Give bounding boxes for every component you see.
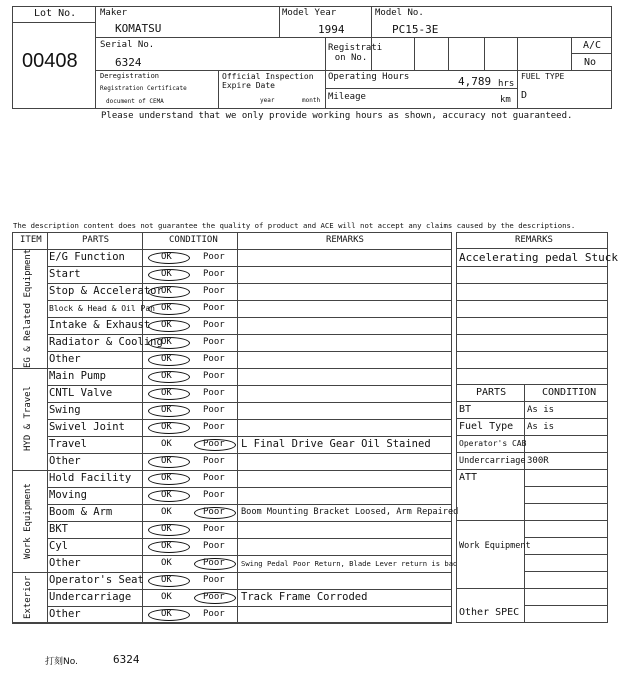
mileage-label: Mileage — [328, 92, 366, 102]
part-name: Swivel Joint — [49, 421, 125, 433]
spec-work-equipment-label: Work Equipment — [459, 541, 531, 551]
part-name: Block & Head & Oil Pan — [49, 304, 155, 313]
spec-bt-value: As is — [527, 405, 555, 415]
poor-selected-mark — [194, 558, 236, 570]
ac-label: A/C — [583, 40, 602, 51]
operating-hours-value: 4,789 — [458, 75, 492, 88]
spec-fuel-value: As is — [527, 422, 555, 432]
condition-poor[interactable]: Poor — [203, 320, 225, 330]
group-label: HYD & Travel — [23, 386, 33, 452]
condition-poor[interactable]: Poor — [203, 371, 225, 381]
model-year-value: 1994 — [318, 23, 345, 36]
maker-value: KOMATSU — [115, 22, 162, 35]
right-remarks-header: REMARKS — [515, 235, 553, 245]
disclaimer-text: The description content does not guarantee the quality of product and ACE will not accept any claims caused by the descriptions. — [13, 221, 576, 230]
condition-ok[interactable]: OK — [161, 371, 172, 381]
part-name: Other — [49, 608, 81, 620]
condition-ok[interactable]: OK — [161, 405, 172, 415]
condition-poor[interactable]: Poor — [203, 422, 225, 432]
model-no-value: PC15-3E — [392, 23, 439, 36]
lot-number: 00408 — [22, 50, 78, 72]
col-header-parts: PARTS — [82, 235, 110, 245]
condition-poor[interactable]: Poor — [203, 558, 225, 568]
condition-ok[interactable]: OK — [161, 541, 172, 551]
condition-poor[interactable]: Poor — [203, 490, 225, 500]
ok-selected-mark — [148, 303, 190, 315]
ok-selected-mark — [148, 541, 190, 553]
ok-selected-mark — [148, 473, 190, 485]
lot-label: Lot No. — [34, 8, 77, 19]
remark-text: Track Frame Corroded — [241, 591, 368, 603]
part-name: Intake & Exhaust — [49, 319, 151, 331]
condition-ok[interactable]: OK — [161, 558, 172, 568]
condition-ok[interactable]: OK — [161, 456, 172, 466]
condition-poor[interactable]: Poor — [203, 609, 225, 619]
condition-ok[interactable]: OK — [161, 473, 172, 483]
condition-ok[interactable]: OK — [161, 575, 172, 585]
spec-fuel-label: Fuel Type — [459, 421, 514, 432]
group-label: Work Equipment — [23, 482, 33, 559]
part-name: Other — [49, 557, 81, 569]
ok-selected-mark — [148, 456, 190, 468]
group-label: EG & Related Equipment — [23, 248, 33, 368]
right-parts-header: PARTS — [476, 387, 507, 398]
reg-cert-label: Registration Certificate — [100, 85, 187, 92]
hrs-unit: hrs — [498, 79, 515, 89]
remark-text: Swing Pedal Poor Return, Blade Lever return is bad — [241, 559, 458, 568]
month-label: month — [302, 97, 321, 104]
condition-ok[interactable]: OK — [161, 592, 172, 602]
condition-poor[interactable]: Poor — [203, 252, 225, 262]
condition-ok[interactable]: OK — [161, 354, 172, 364]
year-label: year — [260, 97, 275, 104]
condition-poor[interactable]: Poor — [203, 592, 225, 602]
registration-label: Registrati on No. — [328, 43, 383, 63]
ok-selected-mark — [148, 354, 190, 366]
condition-poor[interactable]: Poor — [203, 354, 225, 364]
serial-label: Serial No. — [100, 40, 155, 50]
condition-poor[interactable]: Poor — [203, 456, 225, 466]
ok-selected-mark — [148, 490, 190, 502]
right-condition-header: CONDITION — [542, 387, 597, 398]
ok-selected-mark — [148, 371, 190, 383]
remark-text: Boom Mounting Bracket Loosed, Arm Repaired — [241, 507, 459, 517]
part-name: Cyl — [49, 540, 68, 552]
part-name: Hold Facility — [49, 472, 132, 484]
part-name: Operator's Seat — [49, 574, 144, 586]
condition-poor[interactable]: Poor — [203, 405, 225, 415]
spec-att-label: ATT — [459, 472, 478, 483]
model-year-label: Model Year — [282, 8, 337, 18]
condition-ok[interactable]: OK — [161, 439, 172, 449]
condition-poor[interactable]: Poor — [203, 303, 225, 313]
fuel-type-value: D — [521, 90, 528, 101]
ok-selected-mark — [148, 269, 190, 281]
condition-poor[interactable]: Poor — [203, 337, 225, 347]
condition-ok[interactable]: OK — [161, 609, 172, 619]
condition-ok[interactable]: OK — [161, 320, 172, 330]
condition-ok[interactable]: OK — [161, 388, 172, 398]
ok-selected-mark — [148, 609, 190, 621]
part-name: E/G Function — [49, 251, 125, 263]
part-name: Swing — [49, 404, 81, 416]
condition-poor[interactable]: Poor — [203, 473, 225, 483]
ok-selected-mark — [148, 320, 190, 332]
condition-ok[interactable]: OK — [161, 303, 172, 313]
inspection-label: Official Inspection Expire Date — [222, 72, 314, 90]
col-header-item: ITEM — [20, 235, 42, 245]
part-name: Start — [49, 268, 81, 280]
col-header-condition: CONDITION — [169, 235, 218, 245]
condition-ok[interactable]: OK — [161, 422, 172, 432]
right-panel — [456, 232, 618, 623]
col-header-remarks: REMARKS — [326, 235, 364, 245]
part-name: CNTL Valve — [49, 387, 113, 399]
group-label: Exterior — [23, 575, 33, 620]
condition-ok[interactable]: OK — [161, 507, 172, 517]
poor-selected-mark — [194, 592, 236, 604]
condition-ok[interactable]: OK — [161, 252, 172, 262]
maker-label: Maker — [100, 8, 128, 18]
cema-label: document of CEMA — [106, 98, 164, 105]
model-no-label: Model No. — [375, 8, 424, 18]
km-unit: km — [500, 95, 511, 105]
fuel-type-label: FUEL TYPE — [521, 72, 565, 81]
condition-ok[interactable]: OK — [161, 524, 172, 534]
condition-ok[interactable]: OK — [161, 337, 172, 347]
condition-poor[interactable]: Poor — [203, 507, 225, 517]
spec-undercarriage-label: Undercarriage — [459, 456, 526, 466]
inspection-table — [12, 232, 459, 623]
remark-text: L Final Drive Gear Oil Stained — [241, 438, 431, 450]
part-name: Boom & Arm — [49, 506, 113, 518]
part-name: Radiator & Cooling — [49, 336, 163, 348]
spec-bt-label: BT — [459, 404, 472, 415]
right-remark-1: Accelerating pedal Stuck — [459, 251, 618, 264]
serial-value: 6324 — [115, 56, 142, 69]
condition-poor[interactable]: Poor — [203, 439, 225, 449]
condition-poor[interactable]: Poor — [203, 575, 225, 585]
stamp-value: 6324 — [113, 653, 140, 666]
condition-ok[interactable]: OK — [161, 490, 172, 500]
ok-selected-mark — [148, 286, 190, 298]
part-name: Main Pump — [49, 370, 106, 382]
condition-poor[interactable]: Poor — [203, 541, 225, 551]
ok-selected-mark — [148, 422, 190, 434]
condition-poor[interactable]: Poor — [203, 524, 225, 534]
part-name: Travel — [49, 438, 87, 450]
hours-notice: Please understand that we only provide working hours as shown, accuracy not guaranteed. — [101, 111, 573, 121]
ok-selected-mark — [148, 337, 190, 349]
part-name: Other — [49, 455, 81, 467]
stamp-label: 打刻No. — [45, 657, 78, 667]
part-name: Undercarriage — [49, 591, 132, 603]
ok-selected-mark — [148, 388, 190, 400]
ac-value: No — [584, 57, 597, 68]
ok-selected-mark — [148, 252, 190, 264]
poor-selected-mark — [194, 439, 236, 451]
part-name: Moving — [49, 489, 87, 501]
spec-undercarriage-value: 300R — [527, 456, 549, 466]
poor-selected-mark — [194, 507, 236, 519]
spec-cab-label: Operator's CAB — [459, 439, 527, 448]
ok-selected-mark — [148, 524, 190, 536]
ok-selected-mark — [148, 575, 190, 587]
condition-ok[interactable]: OK — [161, 269, 172, 279]
part-name: BKT — [49, 523, 68, 535]
part-name: Other — [49, 353, 81, 365]
condition-poor[interactable]: Poor — [203, 269, 225, 279]
condition-poor[interactable]: Poor — [203, 286, 225, 296]
condition-ok[interactable]: OK — [161, 286, 172, 296]
condition-poor[interactable]: Poor — [203, 388, 225, 398]
operating-hours-label: Operating Hours — [328, 72, 410, 82]
dereg-label: Deregistration — [100, 72, 160, 80]
part-name: Stop & Accelerator — [49, 285, 163, 297]
spec-other-label: Other SPEC — [459, 607, 520, 618]
ok-selected-mark — [148, 405, 190, 417]
